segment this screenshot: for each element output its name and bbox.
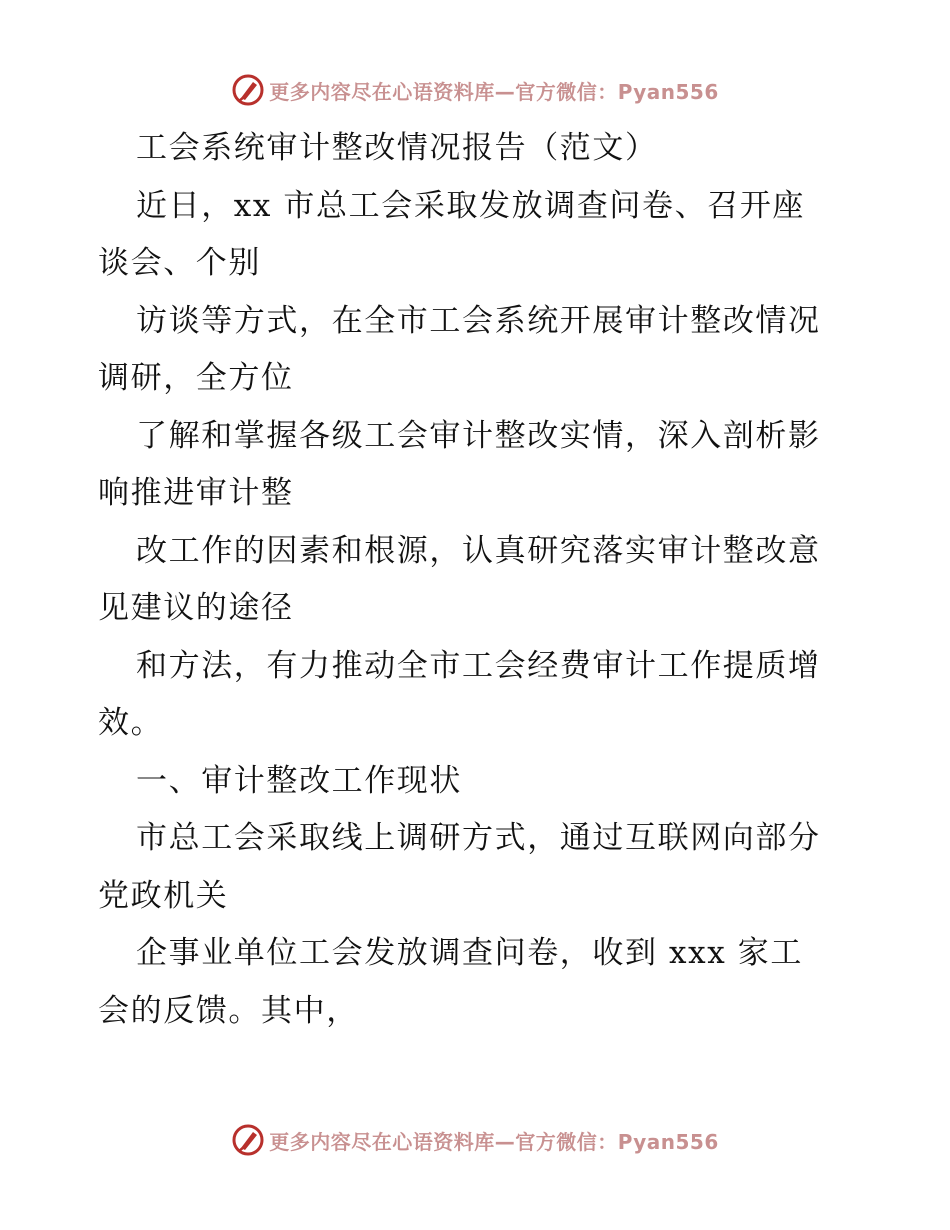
text-line: 企事业单位工会发放调查问卷，收到 xxx 家工: [136, 935, 803, 971]
text-line: 党政机关: [98, 877, 229, 914]
text-line: 调研，全方位: [98, 360, 294, 396]
text-line: 市总工会采取线上调研方式，通过互联网向部分: [136, 820, 821, 856]
section-heading: 一、审计整改工作现状: [136, 762, 462, 799]
watermark-text: 更多内容尽在心语资料库—官方微信：Pyan556: [269, 1129, 719, 1154]
document-title: 工会系统审计整改情况报告（范文）: [136, 130, 658, 166]
text-line: 访谈等方式，在全市工会系统开展审计整改情况: [136, 302, 821, 339]
watermark-text: 更多内容尽在心语资料库—官方微信：Pyan556: [269, 79, 719, 104]
text-line: 见建议的途径: [98, 590, 294, 626]
text-line: 会的反馈。其中，: [98, 992, 359, 1029]
text-line: 响推进审计整: [98, 475, 294, 511]
text-line: 谈会、个别: [98, 245, 261, 281]
text-line: 改工作的因素和根源，认真研究落实审计整改意: [136, 532, 821, 569]
text-line: 和方法，有力推动全市工会经费审计工作提质增: [136, 647, 821, 684]
quill-logo-icon: [231, 1123, 265, 1157]
text-line: 效。: [98, 705, 164, 741]
watermark-footer: [0, 1120, 950, 1160]
text-line: 近日，xx 市总工会采取发放调查问卷、召开座: [136, 187, 806, 224]
document-body: [98, 120, 854, 1040]
quill-logo-icon: [231, 73, 265, 107]
text-line: 了解和掌握各级工会审计整改实情，深入剖析影: [136, 417, 821, 454]
watermark-header: [0, 70, 950, 110]
